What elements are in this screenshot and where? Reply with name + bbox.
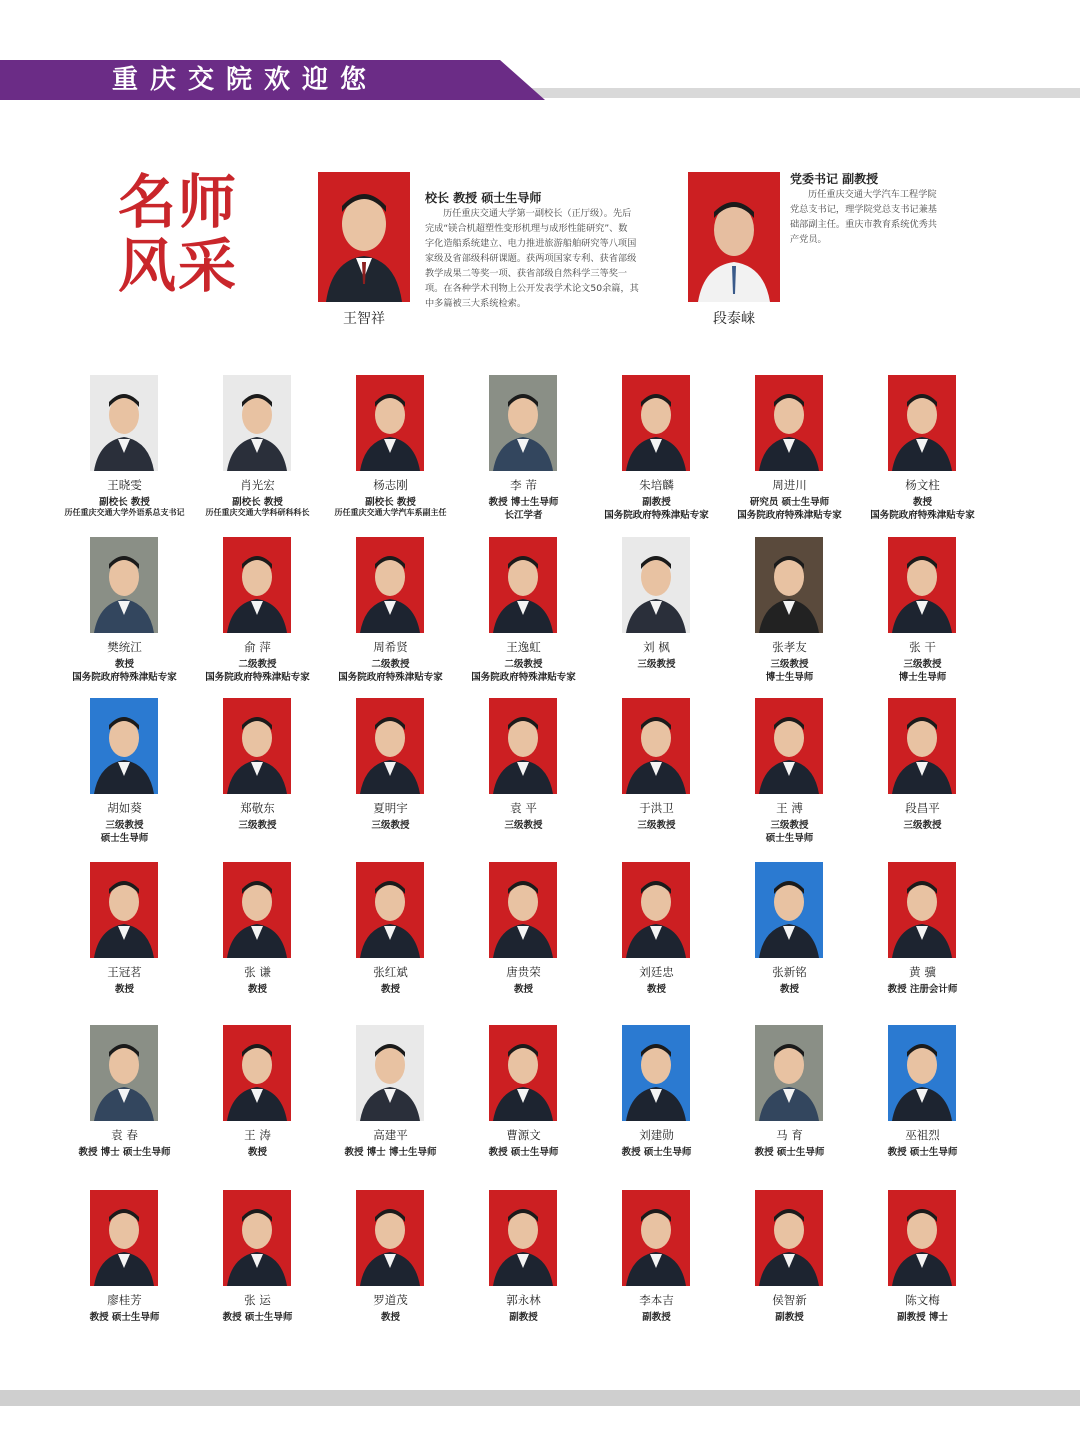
faculty-title-line: 教授 硕士生导师 (488, 1147, 559, 1158)
faculty-name: 廖桂芳 (107, 1293, 142, 1307)
faculty-name: 杨文柱 (905, 478, 940, 492)
bio-line: 中多篇被三大系统检索。 (425, 298, 527, 309)
faculty-portrait (489, 1190, 557, 1286)
faculty-title-line: 教授 (912, 497, 932, 508)
faculty-title-line: 教授 (513, 984, 533, 995)
leader-title: 党委书记 副教授 (790, 172, 879, 186)
faculty-title-line: 三级教授 (637, 659, 676, 670)
faculty-name: 袁 春 (111, 1128, 138, 1142)
faculty-portrait (90, 1025, 158, 1121)
faculty-title-line: 三级教授 (903, 820, 942, 831)
faculty-title-line: 教授 (247, 984, 267, 995)
faculty-name: 杨志刚 (373, 478, 408, 492)
faculty-name: 马 育 (776, 1128, 803, 1142)
faculty-title-line: 国务院政府特殊津贴专家 (870, 510, 975, 521)
faculty-title-line: 长江学者 (504, 510, 543, 521)
faculty-portrait (489, 375, 557, 471)
faculty-title-line: 教授 博士 硕士生导师 (78, 1147, 171, 1158)
faculty-title-line: 历任重庆交通大学科研科科长 (205, 508, 310, 517)
faculty-portrait (356, 1190, 424, 1286)
faculty-title-line: 三级教授 (903, 659, 942, 670)
faculty-title-line: 教授 硕士生导师 (754, 1147, 825, 1158)
faculty-title-line: 教授 硕士生导师 (621, 1147, 692, 1158)
faculty-portrait (888, 862, 956, 958)
footer-bar (0, 1390, 1080, 1406)
faculty-title-line: 国务院政府特殊津贴专家 (338, 672, 443, 683)
faculty-title-line: 三级教授 (770, 659, 809, 670)
faculty-name: 曹源文 (506, 1128, 541, 1142)
faculty-portrait (755, 1190, 823, 1286)
faculty-name: 王 涛 (244, 1128, 271, 1142)
faculty-title-line: 历任重庆交通大学汽车系副主任 (334, 508, 447, 517)
faculty-name: 张 运 (244, 1293, 271, 1307)
faculty-title-line: 教授 博士生导师 (488, 497, 559, 508)
faculty-name: 袁 平 (510, 801, 537, 815)
faculty-title-line: 研究员 硕士生导师 (749, 497, 830, 508)
faculty-name: 王晓雯 (107, 478, 142, 492)
faculty-title-line: 教授 (380, 1312, 400, 1323)
faculty-portrait (90, 698, 158, 794)
faculty-name: 张孝友 (772, 640, 807, 654)
bio-line: 党总支书记，理学院党总支书记兼基 (790, 204, 937, 215)
faculty-portrait (888, 375, 956, 471)
faculty-portrait (90, 1190, 158, 1286)
faculty-title-line: 副教授 (509, 1312, 538, 1323)
faculty-title-line: 硕士生导师 (765, 833, 814, 844)
faculty-name: 王冠茗 (107, 965, 142, 979)
faculty-portrait (888, 1190, 956, 1286)
faculty-name: 郭永林 (506, 1293, 541, 1307)
faculty-title-line: 教授 注册会计师 (887, 984, 958, 995)
faculty-portrait (223, 375, 291, 471)
bio-line: 历任重庆交通大学汽车工程学院 (808, 189, 937, 200)
faculty-title-line: 三级教授 (770, 820, 809, 831)
faculty-title-line: 教授 (779, 984, 799, 995)
faculty-name: 胡如葵 (107, 801, 142, 815)
faculty-name: 高建平 (373, 1128, 408, 1142)
faculty-portrait (489, 862, 557, 958)
faculty-portrait (223, 1190, 291, 1286)
faculty-portrait (622, 1025, 690, 1121)
faculty-portrait (888, 537, 956, 633)
faculty-title-line: 博士生导师 (898, 672, 947, 683)
bio-line: 教学成果二等奖一项、获省部级自然科学三等奖一 (425, 268, 628, 279)
heading-line-2: 风采 (118, 232, 239, 300)
faculty-portrait (356, 537, 424, 633)
leader-title: 校长 教授 硕士生导师 (425, 191, 542, 205)
faculty-title-line: 教授 硕士生导师 (222, 1312, 293, 1323)
faculty-title-line: 三级教授 (504, 820, 543, 831)
faculty-title-line: 教授 (380, 984, 400, 995)
faculty-portrait (223, 1025, 291, 1121)
faculty-portrait (755, 375, 823, 471)
faculty-title-line: 三级教授 (105, 820, 144, 831)
faculty-name: 王 溥 (776, 801, 803, 815)
faculty-title-line: 国务院政府特殊津贴专家 (205, 672, 310, 683)
faculty-title-line: 国务院政府特殊津贴专家 (737, 510, 842, 521)
faculty-portrait (223, 862, 291, 958)
faculty-title-line: 副教授 (642, 497, 671, 508)
faculty-title-line: 教授 硕士生导师 (89, 1312, 160, 1323)
faculty-name: 俞 萍 (244, 640, 271, 654)
bio-line: 完成“镁合机超塑性变形机理与成形性能研究”、数 (425, 223, 628, 234)
faculty-name: 于洪卫 (639, 801, 674, 815)
bio-line: 项。在各种学术刊物上公开发表学术论文50余篇，其 (425, 283, 639, 294)
faculty-portrait (755, 862, 823, 958)
page-heading (118, 170, 258, 298)
faculty-name: 周进川 (772, 478, 807, 492)
faculty-name: 樊统江 (107, 640, 142, 654)
faculty-name: 李本吉 (639, 1293, 674, 1307)
faculty-title-line: 教授 (114, 659, 134, 670)
faculty-portrait (489, 698, 557, 794)
faculty-portrait (622, 1190, 690, 1286)
faculty-title-line: 三级教授 (637, 820, 676, 831)
faculty-title-line: 教授 (646, 984, 666, 995)
faculty-name: 夏明宇 (373, 801, 408, 815)
faculty-title-line: 二级教授 (238, 659, 277, 670)
bio-line: 历任重庆交通大学第一副校长（正厅级）。先后 (443, 208, 632, 219)
faculty-title-line: 教授 硕士生导师 (887, 1147, 958, 1158)
faculty-name: 张 干 (909, 640, 936, 654)
faculty-portrait (622, 698, 690, 794)
heading-line-1: 名师 (118, 168, 239, 236)
faculty-name: 刘 枫 (643, 640, 670, 654)
faculty-portrait (489, 537, 557, 633)
bio-line: 础部副主任。重庆市教育系统优秀共 (790, 219, 937, 230)
faculty-title-line: 硕士生导师 (100, 833, 149, 844)
faculty-name: 朱培麟 (639, 478, 674, 492)
faculty-portrait (622, 537, 690, 633)
faculty-name: 罗道茂 (373, 1293, 408, 1307)
faculty-portrait (888, 1025, 956, 1121)
faculty-title-line: 博士生导师 (765, 672, 814, 683)
bio-line: 字化造船系统建立、电力推进旅游船舶研究等八项国 (425, 238, 637, 249)
faculty-portrait (755, 698, 823, 794)
faculty-name: 黄 骥 (909, 965, 936, 979)
faculty-portrait (90, 862, 158, 958)
faculty-portrait (755, 1025, 823, 1121)
faculty-title-line: 教授 博士 博士生导师 (344, 1147, 437, 1158)
faculty-title-line: 副校长 教授 (232, 497, 283, 508)
faculty-portrait (888, 698, 956, 794)
faculty-name: 侯智新 (772, 1293, 807, 1307)
faculty-name: 郑敬东 (240, 801, 275, 815)
faculty-title-line: 教授 (114, 984, 134, 995)
leader-name: 王智祥 (343, 311, 385, 327)
faculty-title-line: 副教授 (775, 1312, 804, 1323)
faculty-title-line: 三级教授 (238, 820, 277, 831)
faculty-name: 张红斌 (373, 965, 408, 979)
faculty-portrait (90, 375, 158, 471)
faculty-portrait (90, 537, 158, 633)
leader-name: 段泰崃 (713, 311, 755, 327)
faculty-title-line: 国务院政府特殊津贴专家 (72, 672, 177, 683)
faculty-portrait (223, 537, 291, 633)
faculty-title-line: 副校长 教授 (99, 497, 150, 508)
leader-bio (790, 187, 970, 247)
banner-title: 重庆交院欢迎您 (112, 65, 379, 95)
faculty-name: 段昌平 (905, 801, 940, 815)
faculty-portrait (622, 375, 690, 471)
faculty-portrait (356, 698, 424, 794)
leader-portrait (688, 172, 780, 302)
faculty-name: 肖光宏 (240, 478, 275, 492)
faculty-portrait (356, 375, 424, 471)
faculty-portrait (356, 862, 424, 958)
faculty-name: 李 芾 (510, 478, 537, 492)
faculty-title-line: 副教授 博士 (897, 1312, 948, 1323)
faculty-name: 张 谦 (244, 965, 271, 979)
faculty-name: 刘廷忠 (639, 965, 674, 979)
faculty-title-line: 国务院政府特殊津贴专家 (604, 510, 709, 521)
faculty-title-line: 教授 (247, 1147, 267, 1158)
faculty-title-line: 二级教授 (504, 659, 543, 670)
bio-line: 家级及省部级科研课题。获两项国家专利、获省部级 (425, 253, 637, 264)
faculty-portrait (223, 698, 291, 794)
faculty-title-line: 二级教授 (371, 659, 410, 670)
faculty-title-line: 国务院政府特殊津贴专家 (471, 672, 576, 683)
faculty-name: 周希贤 (373, 640, 408, 654)
faculty-portrait (622, 862, 690, 958)
leader-portrait (318, 172, 410, 302)
leader-bio (425, 206, 655, 311)
faculty-name: 王逸虹 (506, 640, 541, 654)
faculty-name: 张新铭 (772, 965, 807, 979)
faculty-portrait (356, 1025, 424, 1121)
bio-line: 产党员。 (790, 234, 827, 245)
faculty-portrait (755, 537, 823, 633)
faculty-name: 唐贵荣 (506, 965, 541, 979)
faculty-name: 陈文梅 (905, 1293, 940, 1307)
faculty-portrait (489, 1025, 557, 1121)
faculty-name: 巫祖烈 (905, 1128, 940, 1142)
faculty-title-line: 副教授 (642, 1312, 671, 1323)
faculty-title-line: 副校长 教授 (365, 497, 416, 508)
faculty-title-line: 三级教授 (371, 820, 410, 831)
faculty-name: 刘建勋 (639, 1128, 674, 1142)
faculty-title-line: 历任重庆交通大学外语系总支书记 (64, 508, 185, 517)
